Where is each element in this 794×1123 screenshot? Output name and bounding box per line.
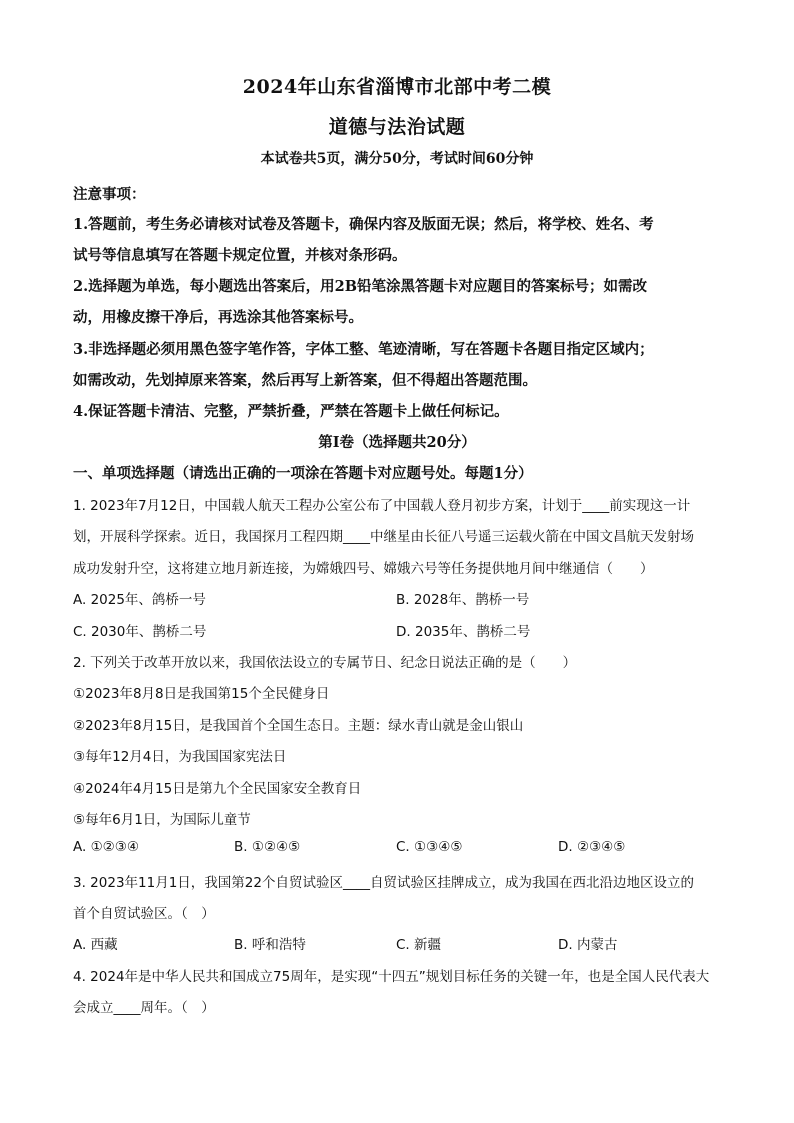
note-line: 4.保证答题卡清洁、完整，严禁折叠，严禁在答题卡上做任何标记。 (73, 403, 509, 420)
note-line: 1.答题前，考生务必请核对试卷及答题卡，确保内容及版面无误；然后，将学校、姓名、考 (73, 216, 654, 233)
q2-item: ⑤每年6月1日，为国际儿童节 (73, 812, 251, 828)
question-3-line: 首个自贸试验区。（ ） (73, 906, 215, 922)
note-line: 动，用橡皮擦干净后，再选涂其他答案标号。 (73, 309, 363, 326)
q2-option-b[interactable]: B. ①②④⑤ (234, 839, 301, 855)
notes-heading: 注意事项： (73, 186, 146, 203)
q2-option-c[interactable]: C. ①③④⑤ (396, 839, 463, 855)
q3-option-b[interactable]: B. 呼和浩特 (234, 937, 306, 953)
q1-option-c[interactable]: C. 2030年、鹊桥二号 (73, 624, 207, 640)
q2-option-a[interactable]: A. ①②③④ (73, 839, 139, 855)
q3-option-a[interactable]: A. 西藏 (73, 937, 118, 953)
note-line: 如需改动，先划掉原来答案，然后再写上新答案，但不得超出答题范围。 (73, 372, 537, 389)
q1-option-a[interactable]: A. 2025年、鸽桥一号 (73, 592, 206, 608)
q3-option-d[interactable]: D. 内蒙古 (558, 937, 618, 953)
q1-option-d[interactable]: D. 2035年、鹊桥二号 (396, 624, 531, 640)
note-line: 3.非选择题必须用黑色签字笔作答，字体工整、笔迹清晰，写在答题卡各题目指定区域内； (73, 341, 654, 358)
q2-option-d[interactable]: D. ②③④⑤ (558, 839, 626, 855)
part-heading: 一、单项选择题（请选出正确的一项涂在答题卡对应题号处。每题1分） (73, 465, 533, 482)
exam-title: 2024年山东省淄博市北部中考二模 (242, 76, 552, 98)
note-line: 试号等信息填写在答题卡规定位置，并核对条形码。 (73, 247, 407, 264)
question-1-line: 成功发射升空，这将建立地月新连接，为嫦娥四号、嫦娥六号等任务提供地月间中继通信（ ） (73, 561, 654, 577)
q2-item: ②2023年8月15日，是我国首个全国生态日。主题：绿水青山就是金山银山 (73, 718, 524, 734)
q3-option-c[interactable]: C. 新疆 (396, 937, 442, 953)
question-4-line: 4. 2024年是中华人民共和国成立75周年，是实现“十四五”规划目标任务的关键一年，也是全国人民代表大 (73, 969, 710, 985)
q2-item: ③每年12月4日，为我国国家宪法日 (73, 749, 287, 765)
question-2-stem: 2. 下列关于改革开放以来，我国依法设立的专属节日、纪念日说法正确的是（ ） (73, 655, 577, 671)
note-line: 2.选择题为单选，每小题选出答案后，用2B铅笔涂黑答题卡对应题目的答案标号；如需改 (73, 278, 647, 295)
q2-item: ④2024年4月15日是第九个全民国家安全教育日 (73, 781, 362, 797)
subject-title: 道德与法治试题 (328, 116, 466, 138)
volume-heading: 第Ⅰ卷（选择题共20分） (318, 434, 476, 451)
question-1-line: 1. 2023年7月12日，中国载人航天工程办公室公布了中国载人登月初步方案，计划于____前实现这一计 (73, 498, 691, 514)
question-3-line: 3. 2023年11月1日，我国第22个自贸试验区____自贸试验区挂牌成立，成为我国在西北沿边地区设立的 (73, 875, 694, 891)
question-4-line: 会成立____周年。（ ） (73, 1000, 215, 1016)
q1-option-b[interactable]: B. 2028年、鹊桥一号 (396, 592, 530, 608)
q2-item: ①2023年8月8日是我国第15个全民健身日 (73, 686, 330, 702)
exam-info: 本试卷共5页，满分50分，考试时间60分钟 (260, 151, 534, 167)
question-1-line: 划，开展科学探索。近日，我国探月工程四期____中继星由长征八号遥三运载火箭在中国文昌航天发射场 (73, 529, 694, 545)
